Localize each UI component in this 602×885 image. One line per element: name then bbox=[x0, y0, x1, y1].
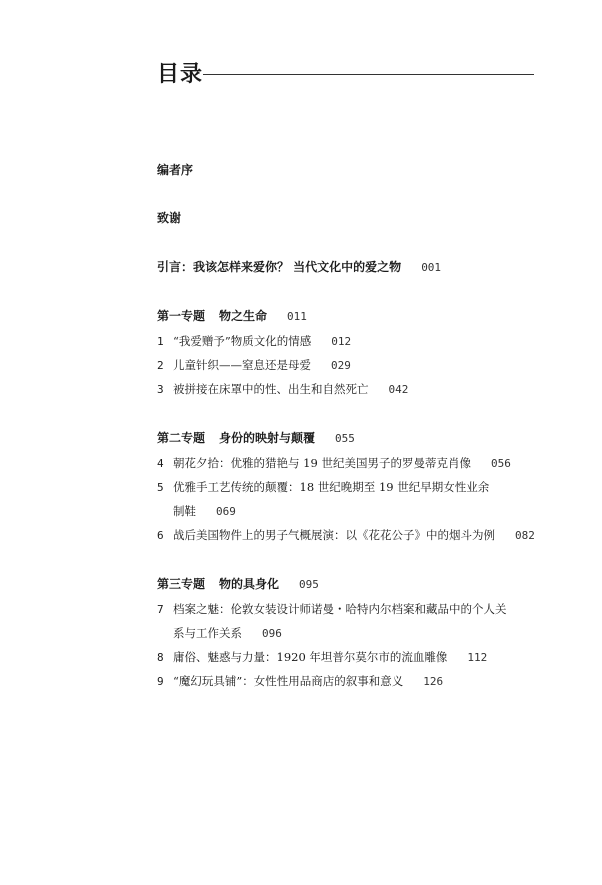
toc-title: 目录 bbox=[157, 62, 204, 87]
toc-part-1[interactable] bbox=[157, 308, 307, 325]
part-1-title: 物之生命 bbox=[219, 309, 268, 323]
chapter-7-page: 096 bbox=[262, 627, 282, 640]
part-2-page: 055 bbox=[335, 432, 355, 445]
part-2-title: 身份的映射与颠覆 bbox=[219, 431, 316, 445]
toc-chapter-5-cont[interactable] bbox=[173, 503, 236, 520]
toc-chapter-5[interactable] bbox=[157, 479, 489, 496]
chapter-7-title: 档案之魅：伦敦女装设计师诺曼・哈特内尔档案和藏品中的个人关 bbox=[173, 602, 507, 616]
chapter-8-page: 112 bbox=[467, 651, 488, 664]
toc-thanks[interactable]: 致谢 bbox=[157, 211, 182, 225]
toc-chapter-8[interactable] bbox=[157, 649, 487, 666]
chapter-5-num: 5 bbox=[157, 481, 164, 494]
part-3-label: 第三专题 bbox=[157, 577, 206, 591]
toc-part-3[interactable] bbox=[157, 576, 319, 593]
part-3-page: 095 bbox=[299, 578, 319, 591]
chapter-2-num: 2 bbox=[157, 359, 164, 372]
chapter-7-num: 7 bbox=[157, 603, 164, 616]
toc-chapter-3[interactable] bbox=[157, 381, 408, 398]
chapter-5-page: 069 bbox=[216, 505, 236, 518]
chapter-4-page: 056 bbox=[490, 457, 511, 470]
chapter-4-title: 朝花夕拾：优雅的猎艳与 19 世纪美国男子的罗曼蒂克肖像 bbox=[173, 456, 471, 470]
part-1-page: 011 bbox=[287, 310, 307, 323]
intro-page: 001 bbox=[421, 261, 442, 274]
toc-chapter-7[interactable] bbox=[157, 601, 507, 618]
toc-chapter-2[interactable] bbox=[157, 357, 351, 374]
chapter-6-title: 战后美国物件上的男子气概展演：以《花花公子》中的烟斗为例 bbox=[173, 528, 495, 542]
toc-chapter-4[interactable] bbox=[157, 455, 511, 472]
chapter-9-page: 126 bbox=[423, 675, 444, 688]
toc-chapter-6[interactable] bbox=[157, 527, 535, 544]
toc-chapter-7-cont[interactable] bbox=[173, 625, 282, 642]
chapter-4-num: 4 bbox=[157, 457, 164, 470]
chapter-7-title-cont: 系与工作关系 bbox=[173, 626, 242, 640]
chapter-1-page: 012 bbox=[331, 335, 352, 348]
toc-intro[interactable] bbox=[157, 259, 441, 276]
title-rule bbox=[203, 74, 534, 75]
chapter-2-page: 029 bbox=[331, 359, 351, 372]
chapter-1-title: “我爱赠予”物质文化的情感 bbox=[173, 334, 312, 348]
part-3-title: 物的具身化 bbox=[219, 577, 280, 591]
chapter-6-page: 082 bbox=[515, 529, 535, 542]
chapter-9-title: “魔幻玩具铺”：女性性用品商店的叙事和意义 bbox=[173, 674, 404, 688]
part-1-label: 第一专题 bbox=[157, 309, 206, 323]
part-2-label: 第二专题 bbox=[157, 431, 206, 445]
toc-chapter-1[interactable] bbox=[157, 333, 351, 350]
chapter-1-num: 1 bbox=[157, 335, 164, 348]
chapter-5-title: 优雅手工艺传统的颠覆：18 世纪晚期至 19 世纪早期女性业余 bbox=[173, 480, 490, 494]
chapter-2-title: 儿童针织——窒息还是母爱 bbox=[173, 358, 311, 372]
chapter-8-num: 8 bbox=[157, 651, 164, 664]
chapter-3-page: 042 bbox=[388, 383, 409, 396]
intro-title: 引言：我该怎样来爱你？ 当代文化中的爱之物 bbox=[157, 260, 402, 274]
chapter-8-title: 庸俗、魅惑与力量：1920 年坦普尔莫尔市的流血雕像 bbox=[173, 650, 448, 664]
chapter-6-num: 6 bbox=[157, 529, 164, 542]
chapter-3-num: 3 bbox=[157, 383, 164, 396]
chapter-5-title-cont: 制鞋 bbox=[173, 504, 196, 518]
chapter-9-num: 9 bbox=[157, 675, 164, 688]
toc-chapter-9[interactable] bbox=[157, 673, 443, 690]
chapter-3-title: 被拼接在床罩中的性、出生和自然死亡 bbox=[173, 382, 369, 396]
toc-preface[interactable]: 编者序 bbox=[157, 163, 194, 177]
toc-part-2[interactable] bbox=[157, 430, 355, 447]
